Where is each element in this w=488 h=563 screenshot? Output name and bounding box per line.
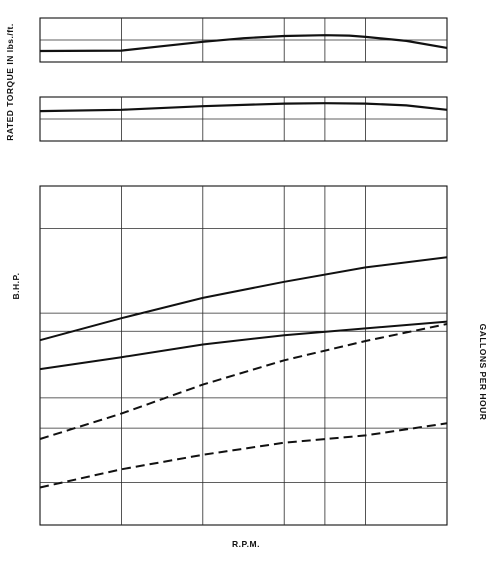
y-axis-title: RATED TORQUE IN lbs./ft. (5, 23, 15, 141)
series-line-4 (40, 423, 447, 487)
y-axis-title: B.H.P. (11, 272, 21, 300)
torque-axis-label (5, 23, 15, 140)
series-line-3 (40, 324, 447, 439)
frm2-torque-line (40, 35, 447, 51)
series-line-1 (40, 257, 447, 340)
torque-frm1-panel (40, 97, 447, 141)
frm1-torque-line (40, 103, 447, 111)
bhp-gph-panel (40, 186, 447, 525)
series-line-2 (40, 322, 447, 370)
y2-axis-title: GALLONS PER HOUR (478, 323, 488, 421)
main-axis-labels (11, 273, 488, 549)
torque-frm2-panel (40, 18, 447, 62)
x-axis-title: R.P.M. (232, 539, 260, 549)
